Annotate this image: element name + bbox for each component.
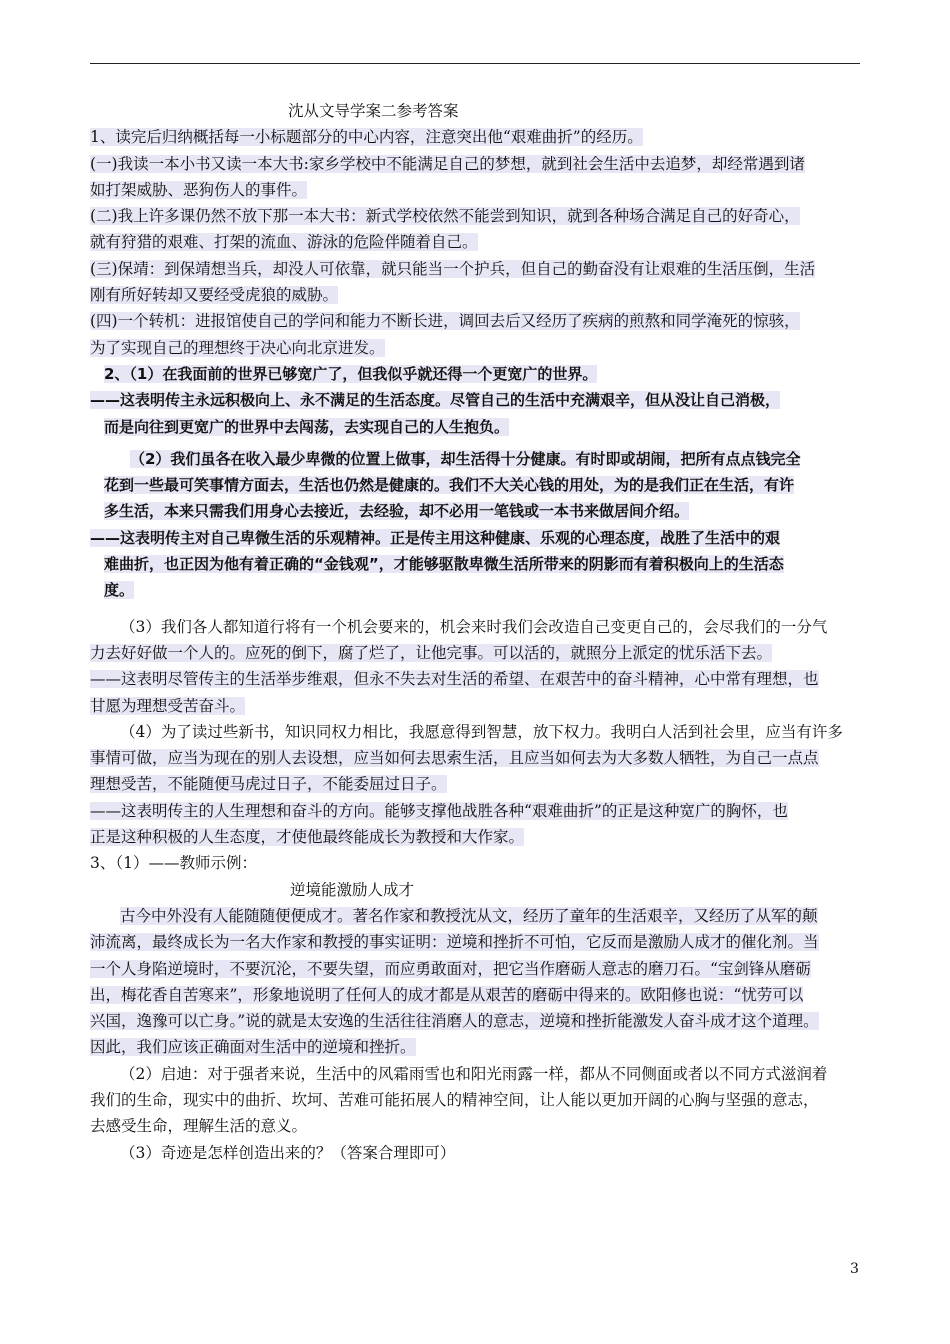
q2-line: 2、（1）在我面前的世界已够宽广了，但我似乎就还得一个更宽广的世界。	[104, 364, 598, 383]
q2-line: 正是这种积极的人生态度，才使他最终能成长为教授和大作家。	[90, 828, 525, 847]
q1-line: 1、读完后归纳概括每一小标题部分的中心内容，注意突出他“艰难曲折”的经历。	[90, 128, 643, 147]
q1-line: (四)一个转机：进报馆使自己的学问和能力不断长进，调回去后又经历了疾病的煎熬和同学淹死的惊骇，	[90, 312, 800, 331]
essay-line: 古今中外没有人能随随便便成才。著名作家和教授沈从文，经历了童年的生活艰辛，又经历了从军的颠	[120, 906, 818, 925]
page-number: 3	[850, 1261, 859, 1277]
q3-line: 我们的生命，现实中的曲折、坎坷、苦难可能拓展人的精神空间，让人能以更加开阔的心胸与坚强的意志，	[90, 1090, 819, 1109]
q2-line: （3）我们各人都知道行将有一个机会要来的，机会来时我们会改造自己变更自己的，会尽我们的一分气	[120, 617, 828, 636]
essay-line: 出，梅花香自苦寒来”，形象地说明了任何人的成才都是从艰苦的磨砺中得来的。欧阳修也说：“忧劳可以	[90, 985, 804, 1004]
essay-title: 逆境能激励人成才	[290, 880, 415, 899]
q2-line: ——这表明传主的人生理想和奋斗的方向。能够支撑他战胜各种“艰难曲折”的正是这种宽广的胸怀，也	[90, 801, 788, 820]
q2-line: ——这表明尽管传主的生活举步维艰，但永不失去对生活的希望、在艰苦中的奋斗精神，心中常有理想，也	[90, 670, 819, 689]
q1-line: 刚有所好转却又要经受虎狼的威胁。	[90, 286, 339, 305]
q1-section	[90, 124, 860, 361]
q2-line: 度。	[104, 581, 135, 600]
q2-line: 甘愿为理想受苦奋斗。	[90, 696, 246, 715]
q2-part3	[90, 614, 860, 719]
essay-line: 沛流离，最终成长为一名大作家和教授的事实证明：逆境和挫折不可怕，它反而是激励人成才的催化剂。当	[90, 933, 819, 952]
q2-line: ——这表明传主对自己卑微生活的乐观精神。正是传主用这种健康、乐观的心理态度，战胜了生活中的艰	[90, 528, 781, 547]
q2-line: （2）我们虽各在收入最少卑微的位置上做事，却生活得十分健康。有时即或胡闹，把所有点点钱完全	[130, 449, 801, 468]
q2-line: ——这表明传主永远积极向上、永不满足的生活态度。尽管自己的生活中充满艰辛，但从没让自己消极，	[90, 391, 781, 410]
q3-heading: 3、（1）——教师示例：	[90, 854, 257, 873]
essay-line: 因此，我们应该正确面对生活中的逆境和挫折。	[90, 1038, 416, 1057]
q1-line: (一)我读一本小书又读一本大书:家乡学校中不能满足自己的梦想，就到社会生活中去追梦，却经常遇到诸	[90, 154, 805, 173]
document-body	[90, 98, 860, 1166]
q3-section	[90, 850, 860, 1166]
q1-line: (三)保靖：到保靖想当兵，却没人可依靠，就只能当一个护兵，但自己的勤奋没有让艰难的生活压倒，生活	[90, 259, 816, 278]
q1-line: 就有狩猎的艰难、打架的流血、游泳的危险伴随着自己。	[90, 233, 478, 252]
essay-line: 一个人身陷逆境时，不要沉沦，不要失望，而应勇敢面对，把它当作磨砺人意志的磨刀石。“宝剑锋从磨砺	[90, 959, 811, 978]
q2-line: 理想受苦，不能随便马虎过日子，不能委屈过日子。	[90, 775, 447, 794]
q2-line: 多生活，本来只需我们用身心去接近，去经验，却不必用一笔钱或一本书来做居间介绍。	[104, 502, 690, 521]
q2-line: 事情可做，应当为现在的别人去设想，应当如何去思索生活，且应当如何去为大多数人牺牲，为自己一点点	[90, 749, 819, 768]
q1-line: 如打架威胁、恶狗伤人的事件。	[90, 180, 308, 199]
header-rule	[90, 63, 860, 64]
q2-line: 花到一些最可笑事情方面去，生活也仍然是健康的。我们不大关心钱的用处，为的是我们正在生活，有许	[104, 476, 795, 495]
q3-line: （3）奇迹是怎样创造出来的？（答案合理即可）	[120, 1143, 456, 1162]
q2-section	[90, 361, 860, 604]
q1-line: (二)我上许多课仍然不放下那一本大书：新式学校依然不能尝到知识，就到各种场合满足自己的好奇心，	[90, 207, 800, 226]
q2-line: （4）为了读过些新书，知识同权力相比，我愿意得到智慧，放下权力。我明白人活到社会里，应当有许多	[120, 722, 843, 741]
q2-line: 力去好好做一个人的。应死的倒下，腐了烂了，让他完事。可以活的，就照分上派定的忧乐活下去。	[90, 643, 773, 662]
q3-line: 去感受生命，理解生活的意义。	[90, 1117, 308, 1136]
document-title: 沈从文导学案二参考答案	[288, 102, 459, 120]
q3-line: （2）启迪：对于强者来说，生活中的风霜雨雪也和阳光雨露一样，都从不同侧面或者以不同方式滋润着	[120, 1064, 828, 1083]
q1-line: 为了实现自己的理想终于决心向北京进发。	[90, 338, 385, 357]
q2-line: 而是向往到更宽广的世界中去闯荡，去实现自己的人生抱负。	[104, 417, 510, 436]
essay-line: 兴国，逸豫可以亡身。”说的就是太安逸的生活往往消磨人的意志，逆境和挫折能激发人奋斗成才这个道理。	[90, 1012, 819, 1031]
q2-line: 难曲折，也正因为他有着正确的“金钱观”，才能够驱散卑微生活所带来的阴影而有着积极向上的生活态	[104, 555, 784, 574]
q2-part4	[90, 719, 860, 850]
